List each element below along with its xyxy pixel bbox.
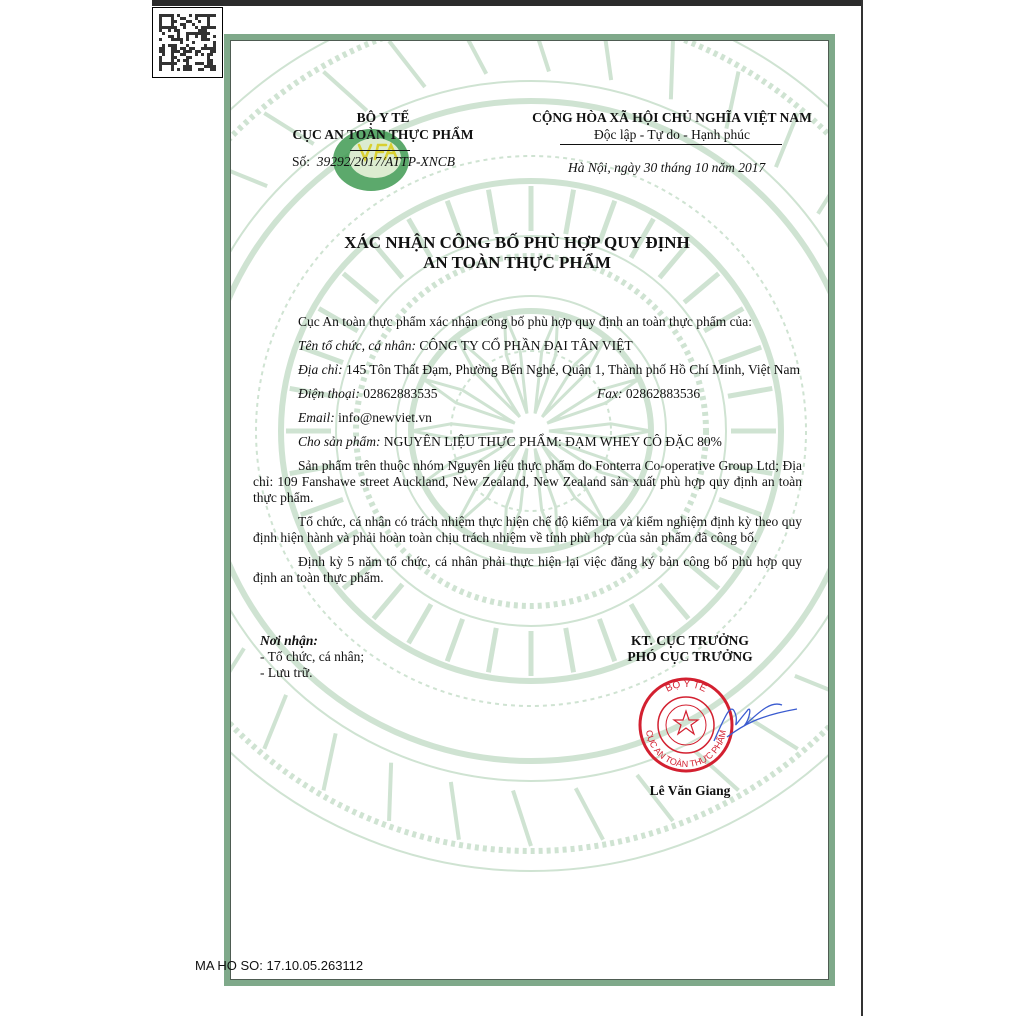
email-value: info@newviet.vn	[338, 410, 432, 425]
file-code: MA HO SO: 17.10.05.263112	[195, 958, 364, 973]
fax-line	[597, 386, 700, 402]
phone-line	[298, 386, 438, 401]
country-name: CỘNG HÒA XÃ HỘI CHỦ NGHĨA VIỆT NAM	[532, 110, 812, 125]
email-line	[253, 410, 802, 426]
fax-value: 02862883536	[625, 386, 701, 401]
paragraph-manufacturer: Sản phẩm trên thuộc nhóm Nguyên liệu thực phẩm do Fonterra Co-operative Group Ltd; Địa chỉ: 109 Fanshawe street Auckland, New Zealand, New Zealand sản xuất phù hợp quy định an toàn thực phẩm.	[253, 458, 802, 505]
right-border	[861, 0, 863, 1016]
official-seal	[632, 671, 802, 781]
contact-row	[253, 386, 802, 402]
paragraph-renewal: Định kỳ 5 năm tổ chức, cá nhân phải thực hiện lại việc đăng ký bản công bố phù hợp quy định an toàn thực phẩm.	[253, 554, 802, 585]
document-number	[292, 154, 455, 170]
recipients-label: Nơi nhận:	[260, 633, 318, 648]
document-title-line2: AN TOÀN THỰC PHẨM	[423, 253, 611, 272]
recipient-item: - Tổ chức, cá nhân;	[260, 649, 365, 664]
svg-text:CỤC AN TOÀN THỰC PHẨM: CỤC AN TOÀN THỰC PHẨM	[644, 729, 728, 770]
top-border	[152, 0, 863, 6]
agency-name: CỤC AN TOÀN THỰC PHẨM	[292, 127, 474, 142]
address-line	[253, 362, 802, 378]
agency-underline	[350, 150, 410, 151]
certificate-body	[253, 314, 802, 594]
motto: Độc lập - Tự do - Hạnh phúc	[594, 127, 750, 142]
product-line	[253, 434, 802, 450]
ministry-name: BỘ Y TẾ	[356, 110, 410, 125]
svg-text:BỘ Y TẾ: BỘ Y TẾ	[663, 678, 709, 695]
paragraph-responsibility: Tổ chức, cá nhân có trách nhiệm thực hiện chế độ kiểm tra và kiểm nghiệm định kỳ theo quy định hiện hành và phải hoàn toàn chịu trách nhiệm về tính phù hợp của sản phẩm đã công bố.	[253, 514, 802, 545]
product-label: Cho sản phẩm:	[298, 434, 381, 449]
motto-underline	[560, 144, 782, 145]
address-value: 145 Tôn Thất Đạm, Phường Bến Nghé, Quận 1, Thành phố Hồ Chí Minh, Việt Nam	[346, 362, 800, 377]
signer-name: Lê Văn Giang	[649, 783, 731, 798]
qr-code	[152, 7, 223, 78]
document-title-line1: XÁC NHẬN CÔNG BỐ PHÙ HỢP QUY ĐỊNH	[344, 233, 690, 252]
product-value: NGUYÊN LIỆU THỰC PHẨM: ĐẠM WHEY CÔ ĐẶC 80%	[383, 434, 722, 449]
phone-value: 02862883535	[363, 386, 438, 401]
recipient-item: - Lưu trữ.	[260, 665, 313, 680]
number-label: Số:	[292, 154, 311, 169]
signer-title-1: KT. CỤC TRƯỞNG	[631, 633, 749, 648]
intro-text: Cục An toàn thực phẩm xác nhận công bố phù hợp quy định an toàn thực phẩm của:	[298, 314, 753, 329]
email-label: Email:	[298, 410, 335, 425]
place-date: Hà Nội, ngày 30 tháng 10 năm 2017	[568, 160, 766, 175]
number-value: 39292/2017/ATTP-XNCB	[316, 154, 456, 169]
org-label: Tên tổ chức, cá nhân:	[298, 338, 416, 353]
phone-label: Điện thoại:	[298, 386, 360, 401]
address-label: Địa chỉ:	[298, 362, 343, 377]
org-line	[253, 338, 802, 354]
org-value: CÔNG TY CỔ PHẦN ĐẠI TÂN VIỆT	[419, 338, 633, 353]
signer-title-2: PHÓ CỤC TRƯỞNG	[627, 649, 753, 664]
fax-label: Fax:	[597, 386, 623, 401]
